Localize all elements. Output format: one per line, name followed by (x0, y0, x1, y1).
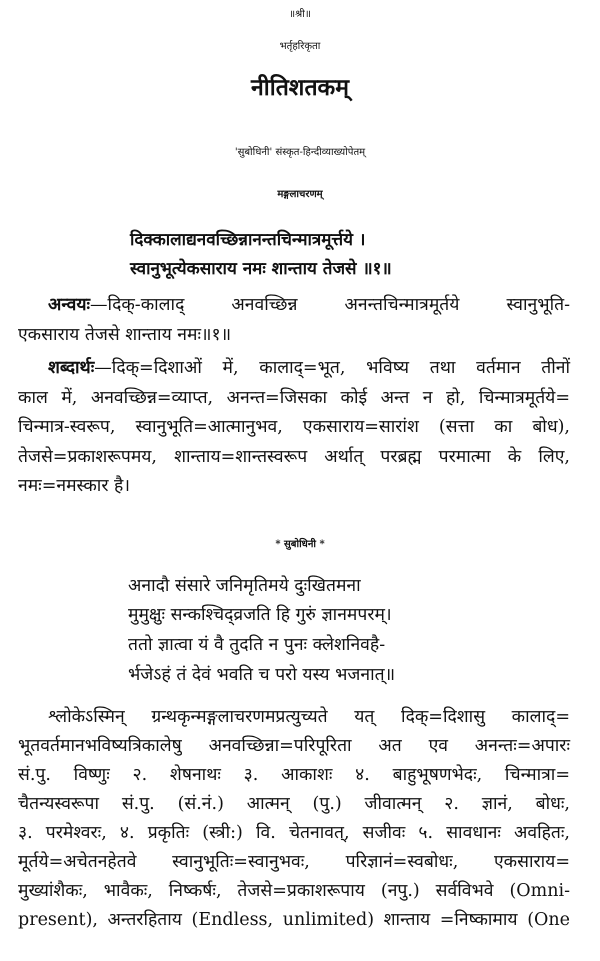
shabdarth-label: शब्दार्थः (48, 358, 95, 378)
commentary-line-1: श्लोकेऽस्मिन् ग्रन्थकृन्मङ्गलाचरणमप्रत्युच्यते यत् दिक्=दिशासु कालाद्= (48, 707, 570, 727)
mangalacharan-verse-line-1: दिक्कालाद्यनवच्छिन्नानन्तचिन्मात्रमूर्त्तये । (130, 230, 366, 250)
anvaya-line-1 (48, 292, 570, 316)
commentary-line-8: present), अन्तरहिताय (Endless, unlimited) शान्ताय =निष्कामाय (One (18, 910, 570, 930)
anvaya-text-1: —दिक्-कालाद् अनवच्छिन्न अनन्तचिन्मात्रमूर्तये स्वानुभूति- (90, 295, 570, 315)
shabdarth-line-3: चिन्मात्र-स्वरूप, स्वानुभूति=आत्मानुभव, एकसाराय=सारांश (सत्ता का बोध), (18, 417, 570, 437)
subodhini-verse-line-3: ततो ज्ञात्वा यं वै तुदति न पुनः क्लेशनिवहै- (128, 635, 386, 655)
mangalacharan-verse-line-2: स्वानुभूत्येकसाराय नमः शान्ताय तेजसे ॥१॥ (130, 259, 392, 279)
commentary-line-7: मुख्यांशैकः, भावैकः, निष्कर्षः, तेजसे=प्रकाशरूपाय (नपु.) सर्वविभवे (Omni- (18, 881, 570, 901)
anvaya-label: अन्वयः (48, 295, 91, 315)
invocation: ॥श्री॥ (289, 9, 311, 20)
subodhini-verse-line-2: मुमुक्षुः सन्कश्चिद्व्रजति हि गुरुं ज्ञानमपरम्। (128, 605, 392, 625)
shabdarth-line-5: नमः=नमस्कार है। (18, 476, 130, 496)
commentary-line-5: ३. परमेश्वरः, ४. प्रकृतिः (स्त्री:) वि. चेतनावत्, सजीवः ५. सावधानः अवहितः, (18, 823, 570, 843)
subodhini-heading: * सुबोधिनी * (275, 539, 325, 550)
author-line: भर्तृहरिकृता (279, 41, 321, 52)
anvaya-line-2: एकसाराय तेजसे शान्ताय नमः॥१॥ (18, 325, 232, 345)
commentary-line-2: भूतवर्तमानभविष्यत्रिकालेषु अनवच्छिन्ना=परिपूरिता अत एव अनन्तः=अपारः (18, 736, 570, 756)
shabdarth-line-4: तेजसे=प्रकाशरूपमय, शान्ताय=शान्तस्वरूप अर्थात् परब्रह्म परमात्मा के लिए, (18, 447, 570, 467)
subodhini-verse-line-4: र्भजेऽहं तं देवं भवति च परो यस्य भजनात्॥ (128, 665, 396, 685)
shabdarth-text-1: —दिक्=दिशाओं में, कालाद्=भूत, भविष्य तथा वर्तमान तीनों (94, 358, 570, 378)
subtitle: 'सुबोधिनी' संस्कृत-हिन्दीव्याख्योपेतम् (234, 147, 366, 158)
shabdarth-line-1 (48, 355, 570, 379)
commentary-line-6: मूर्तये=अचेतनहेतवे स्वानुभूतिः=स्वानुभवः, परिज्ञानं=स्वबोधः, एकसाराय= (18, 852, 570, 872)
subodhini-verse-line-1: अनादौ संसारे जनिमृतिमये दुःखितमना (128, 576, 361, 596)
commentary-line-4: चैतन्यस्वरूपा सं.पु. (सं.नं.) आत्मन् (पु.) जीवात्मन् २. ज्ञानं, बोधः, (18, 794, 570, 814)
commentary-line-3: सं.पु. विष्णुः २. शेषनाथः ३. आकाशः ४. बाहुभूषणभेदः, चिन्मात्रा= (18, 765, 570, 785)
shabdarth-line-2: काल में, अनवच्छिन्न=व्याप्त, अनन्त=जिसका कोई अन्त न हो, चिन्मात्रमूर्तये= (18, 388, 570, 408)
mangalacharan-heading: मङ्गलाचरणम् (277, 189, 323, 200)
page-title: नीतिशतकम् (251, 74, 349, 101)
